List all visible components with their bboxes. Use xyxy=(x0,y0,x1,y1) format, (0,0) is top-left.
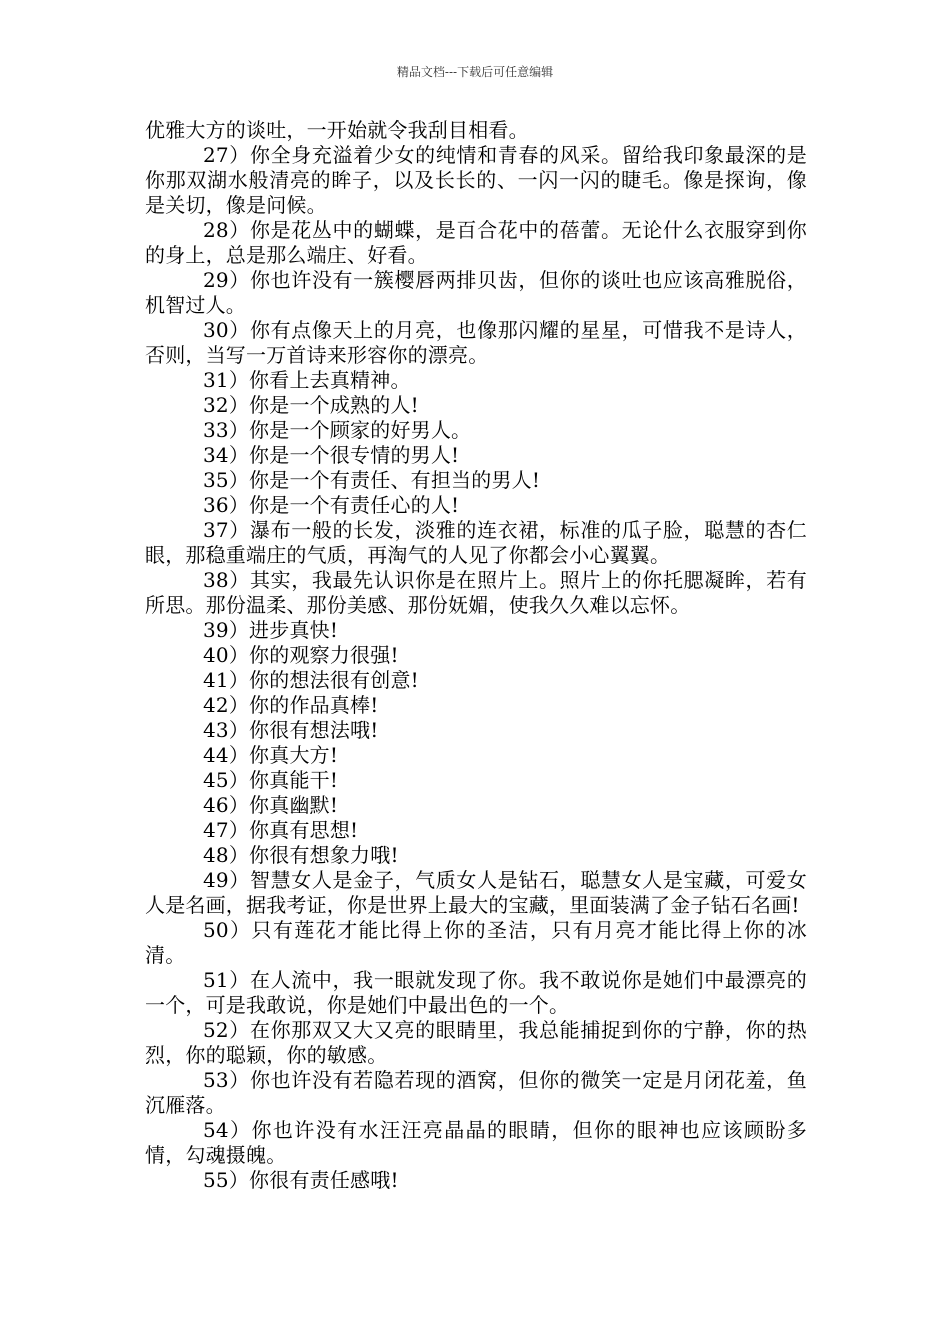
paragraph: 50）只有莲花才能比得上你的圣洁，只有月亮才能比得上你的冰清。 xyxy=(145,918,807,967)
paragraph: 48）你很有想象力哦! xyxy=(203,843,399,867)
paragraph: 47）你真有思想! xyxy=(203,818,359,842)
paragraph: 27）你全身充溢着少女的纯情和青春的风采。留给我印象最深的是你那双湖水般清亮的眸子，以及长长的、一闪一闪的睫毛。像是探询，像是关切，像是问候。 xyxy=(145,143,807,217)
paragraph: 30）你有点像天上的月亮，也像那闪耀的星星，可惜我不是诗人，否则，当写一万首诗来形容你的漂亮。 xyxy=(145,318,807,367)
paragraph: 31）你看上去真精神。 xyxy=(203,368,411,392)
document-body xyxy=(145,118,807,1193)
paragraph: 35）你是一个有责任、有担当的男人! xyxy=(203,468,541,492)
paragraph: 42）你的作品真棒! xyxy=(203,693,379,717)
paragraph: 29）你也许没有一簇樱唇两排贝齿，但你的谈吐也应该高雅脱俗，机智过人。 xyxy=(145,268,807,317)
paragraph: 优雅大方的谈吐，一开始就令我刮目相看。 xyxy=(145,118,529,142)
paragraph: 54）你也许没有水汪汪亮晶晶的眼睛，但你的眼神也应该顾盼多情，勾魂摄魄。 xyxy=(145,1118,807,1167)
paragraph: 41）你的想法很有创意! xyxy=(203,668,419,692)
paragraph: 32）你是一个成熟的人! xyxy=(203,393,419,417)
paragraph: 36）你是一个有责任心的人! xyxy=(203,493,460,517)
paragraph: 53）你也许没有若隐若现的酒窝，但你的微笑一定是月闭花羞，鱼沉雁落。 xyxy=(145,1068,807,1117)
paragraph: 37）瀑布一般的长发，淡雅的连衣裙，标准的瓜子脸，聪慧的杏仁眼，那稳重端庄的气质，再淘气的人见了你都会小心翼翼。 xyxy=(145,518,807,567)
paragraph: 45）你真能干! xyxy=(203,768,339,792)
paragraph: 46）你真幽默! xyxy=(203,793,339,817)
paragraph: 55）你很有责任感哦! xyxy=(203,1168,399,1192)
paragraph: 51）在人流中，我一眼就发现了你。我不敢说你是她们中最漂亮的一个，可是我敢说，你是她们中最出色的一个。 xyxy=(145,968,807,1017)
paragraph: 52）在你那双又大又亮的眼睛里，我总能捕捉到你的宁静，你的热烈，你的聪颖，你的敏感。 xyxy=(145,1018,807,1067)
paragraph: 34）你是一个很专情的男人! xyxy=(203,443,460,467)
paragraph: 28）你是花丛中的蝴蝶，是百合花中的蓓蕾。无论什么衣服穿到你的身上，总是那么端庄、好看。 xyxy=(145,218,807,267)
paragraph: 33）你是一个顾家的好男人。 xyxy=(203,418,472,442)
paragraph: 43）你很有想法哦! xyxy=(203,718,379,742)
page-header: 精品文档---下载后可任意编辑 xyxy=(396,65,554,79)
paragraph: 38）其实，我最先认识你是在照片上。照片上的你托腮凝眸，若有所思。那份温柔、那份美感、那份妩媚，使我久久难以忘怀。 xyxy=(145,568,807,617)
paragraph: 44）你真大方! xyxy=(203,743,339,767)
paragraph: 39）进步真快! xyxy=(203,618,339,642)
paragraph: 49）智慧女人是金子，气质女人是钻石，聪慧女人是宝藏，可爱女人是名画，据我考证，你是世界上最大的宝藏，里面装满了金子钻石名画! xyxy=(145,868,807,917)
paragraph: 40）你的观察力很强! xyxy=(203,643,399,667)
